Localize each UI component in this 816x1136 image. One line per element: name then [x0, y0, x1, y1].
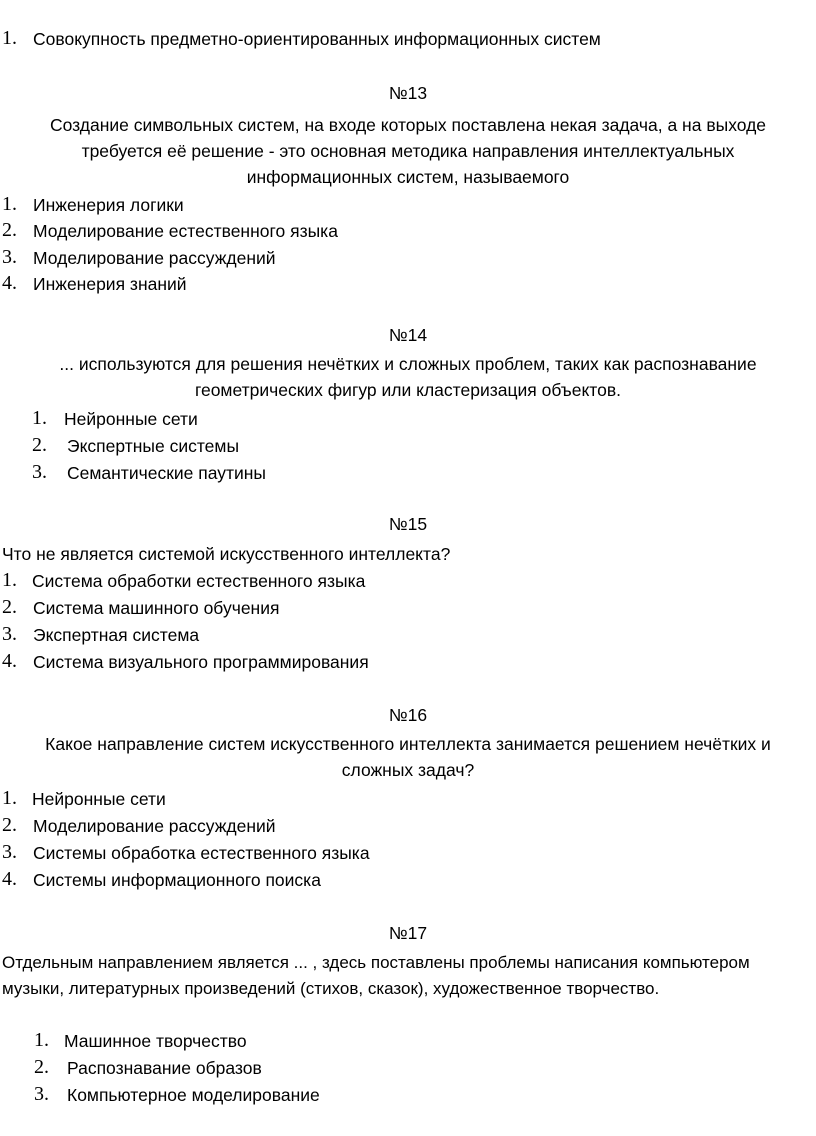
question-line: требуется её решение - это основная методика направления интеллектуальных: [81, 141, 735, 161]
list-number: 1.: [2, 27, 17, 49]
option-text: Моделирование рассуждений: [33, 248, 276, 268]
option-number: 3.: [34, 1083, 49, 1105]
option-number: 1.: [2, 787, 17, 809]
option-number: 1.: [2, 569, 17, 591]
question-line: Создание символьных систем, на входе которых поставлена некая задача, а на выходе: [49, 115, 767, 135]
option-text: Компьютерное моделирование: [67, 1085, 320, 1105]
question-number: №13: [388, 83, 428, 103]
question-line: ... используются для решения нечётких и сложных проблем, таких как распознавание: [59, 354, 757, 374]
option-text: Распознавание образов: [67, 1058, 262, 1078]
option-text: Система обработки естественного языка: [32, 571, 366, 591]
question-line: сложных задач?: [341, 760, 475, 780]
question-line: музыки, литературных произведений (стихов, сказок), художественное творчество.: [2, 979, 660, 998]
question-line: информационных систем, называемого: [246, 167, 570, 187]
option-text: Моделирование естественного языка: [33, 221, 338, 241]
option-number: 3.: [2, 841, 17, 863]
option-text: Система визуального программирования: [33, 652, 369, 672]
option-number: 1.: [2, 193, 17, 215]
option-number: 2.: [2, 814, 17, 836]
option-text: Системы обработка естественного языка: [33, 843, 370, 863]
option-number: 1.: [34, 1029, 49, 1051]
question-line: геометрических фигур или кластеризация объектов.: [194, 380, 622, 400]
option-number: 3.: [2, 623, 17, 645]
option-number: 1.: [32, 407, 47, 429]
question-line: Какое направление систем искусственного интеллекта занимается решением нечётких и: [45, 734, 771, 754]
option-text: Нейронные сети: [32, 789, 166, 809]
option-number: 3.: [32, 461, 47, 483]
option-number: 2.: [2, 596, 17, 618]
option-text: Инженерия знаний: [33, 274, 187, 294]
question-number: №16: [388, 705, 428, 725]
option-number: 2.: [34, 1056, 49, 1078]
option-number: 4.: [2, 650, 17, 672]
option-number: 2.: [2, 219, 17, 241]
question-text: [2, 950, 750, 1002]
option-number: 3.: [2, 246, 17, 268]
question-text: [0, 731, 816, 783]
question-number: №14: [388, 325, 428, 345]
option-text: Экспертные системы: [67, 436, 240, 456]
question-text: [0, 351, 816, 403]
option-number: 4.: [2, 272, 17, 294]
question-text: [0, 112, 816, 190]
question-number: №15: [388, 514, 428, 534]
option-text: Моделирование рассуждений: [33, 816, 276, 836]
option-text: Система машинного обучения: [33, 598, 280, 618]
question-line: Отдельным направлением является ... , здесь поставлены проблемы написания компьютером: [2, 953, 750, 972]
option-number: 2.: [32, 434, 47, 456]
option-text: Инженерия логики: [33, 195, 184, 215]
list-text: Совокупность предметно-ориентированных информационных систем: [33, 29, 601, 49]
question-number: №17: [388, 923, 428, 943]
option-number: 4.: [2, 868, 17, 890]
option-text: Системы информационного поиска: [33, 870, 321, 890]
option-text: Семантические паутины: [67, 463, 267, 483]
option-text: Экспертная система: [33, 625, 200, 645]
question-text: Что не является системой искусственного интеллекта?: [2, 544, 451, 564]
option-text: Машинное творчество: [64, 1031, 247, 1051]
option-text: Нейронные сети: [64, 409, 198, 429]
